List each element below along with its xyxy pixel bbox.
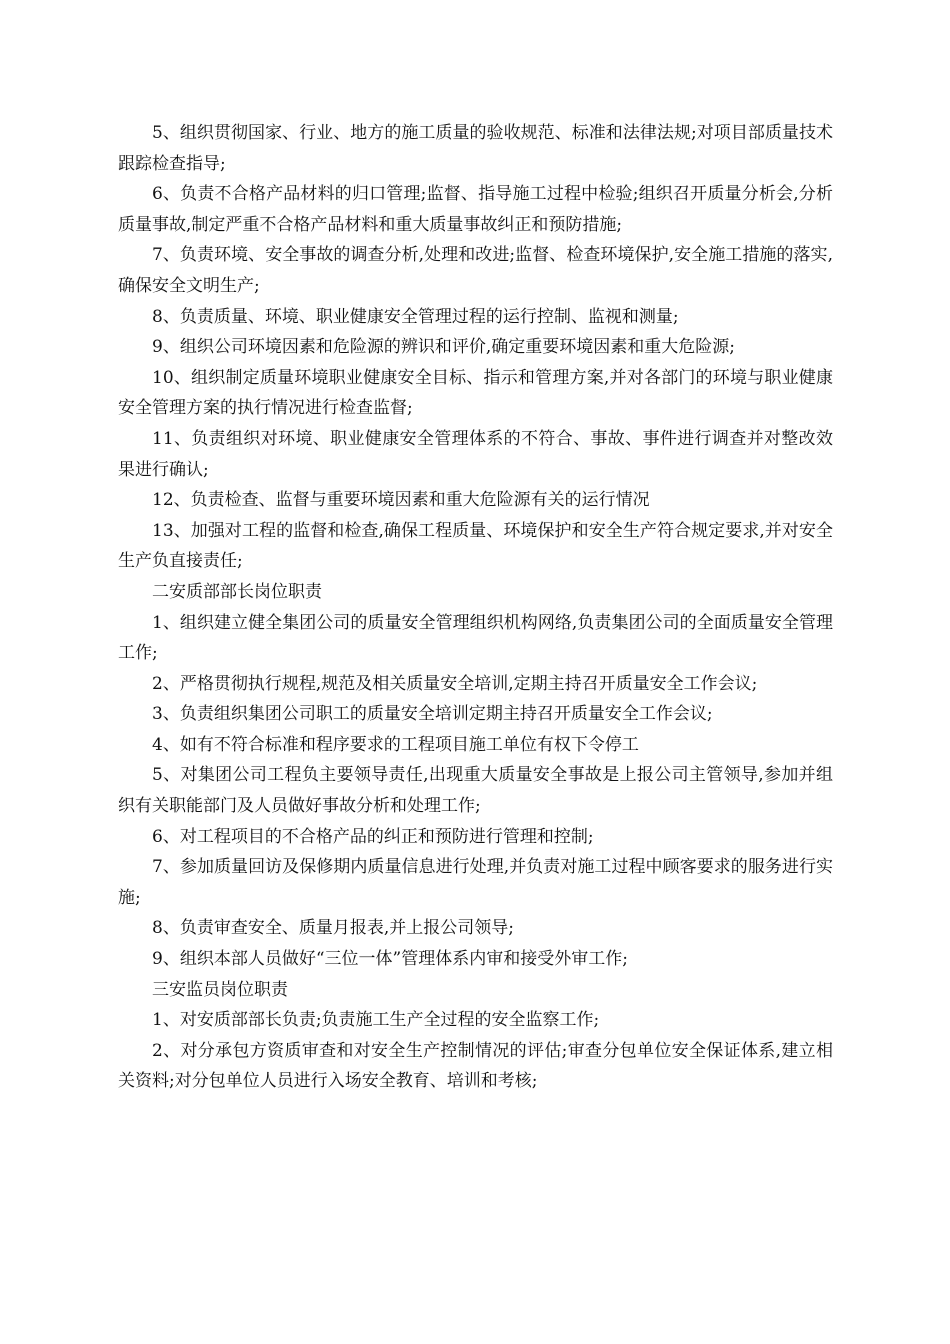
duty-item: 3、负责组织集团公司职工的质量安全培训定期主持召开质量安全工作会议; — [152, 704, 713, 725]
section-heading: 二安质部部长岗位职责 — [152, 581, 322, 602]
duty-item: 9、组织公司环境因素和危险源的辨识和评价,确定重要环境因素和重大危险源; — [152, 337, 735, 358]
duty-item: 5、组织贯彻国家、行业、地方的施工质量的验收规范、标准和法律法规;对项目部质量技术跟踪检查指导; — [118, 123, 833, 174]
duty-item: 6、对工程项目的不合格产品的纠正和预防进行管理和控制; — [152, 826, 594, 847]
duty-item: 8、负责质量、环境、职业健康安全管理过程的运行控制、监视和测量; — [152, 306, 679, 327]
duty-item: 8、负责审查安全、质量月报表,并上报公司领导; — [152, 918, 514, 939]
section-heading: 三安监员岗位职责 — [152, 979, 288, 1000]
duty-item: 6、负责不合格产品材料的归口管理;监督、指导施工过程中检验;组织召开质量分析会,分析质量事故,制定严重不合格产品材料和重大质量事故纠正和预防措施; — [118, 184, 833, 235]
duty-item: 11、负责组织对环境、职业健康安全管理体系的不符合、事故、事件进行调查并对整改效果进行确认; — [118, 428, 833, 480]
duty-item: 1、对安质部部长负责;负责施工生产全过程的安全监察工作; — [152, 1010, 600, 1031]
duty-item: 2、对分承包方资质审查和对安全生产控制情况的评估;审查分包单位安全保证体系,建立相关资料;对分包单位人员进行入场安全教育、培训和考核; — [118, 1040, 833, 1092]
duty-item: 2、严格贯彻执行规程,规范及相关质量安全培训,定期主持召开质量安全工作会议; — [152, 673, 758, 694]
duty-item: 12、负责检查、监督与重要环境因素和重大危险源有关的运行情况 — [152, 490, 650, 511]
duty-item: 1、组织建立健全集团公司的质量安全管理组织机构网络,负责集团公司的全面质量安全管理工作; — [118, 612, 833, 664]
duty-item: 5、对集团公司工程负主要领导责任,出现重大质量安全事故是上报公司主管领导,参加并组织有关职能部门及人员做好事故分析和处理工作; — [118, 765, 833, 817]
duty-item: 7、负责环境、安全事故的调查分析,处理和改进;监督、检查环境保护,安全施工措施的落实,确保安全文明生产; — [118, 245, 833, 296]
duty-item: 13、加强对工程的监督和检查,确保工程质量、环境保护和安全生产符合规定要求,并对安全生产负直接责任; — [118, 520, 833, 572]
document-page — [118, 118, 833, 1097]
duty-item: 4、如有不符合标准和程序要求的工程项目施工单位有权下令停工 — [152, 734, 639, 755]
duty-item: 9、组织本部人员做好“三位一体”管理体系内审和接受外审工作; — [152, 949, 628, 970]
duty-item: 7、参加质量回访及保修期内质量信息进行处理,并负责对施工过程中顾客要求的服务进行实施; — [118, 857, 833, 908]
duty-item: 10、组织制定质量环境职业健康安全目标、指示和管理方案,并对各部门的环境与职业健康安全管理方案的执行情况进行检查监督; — [118, 367, 833, 419]
